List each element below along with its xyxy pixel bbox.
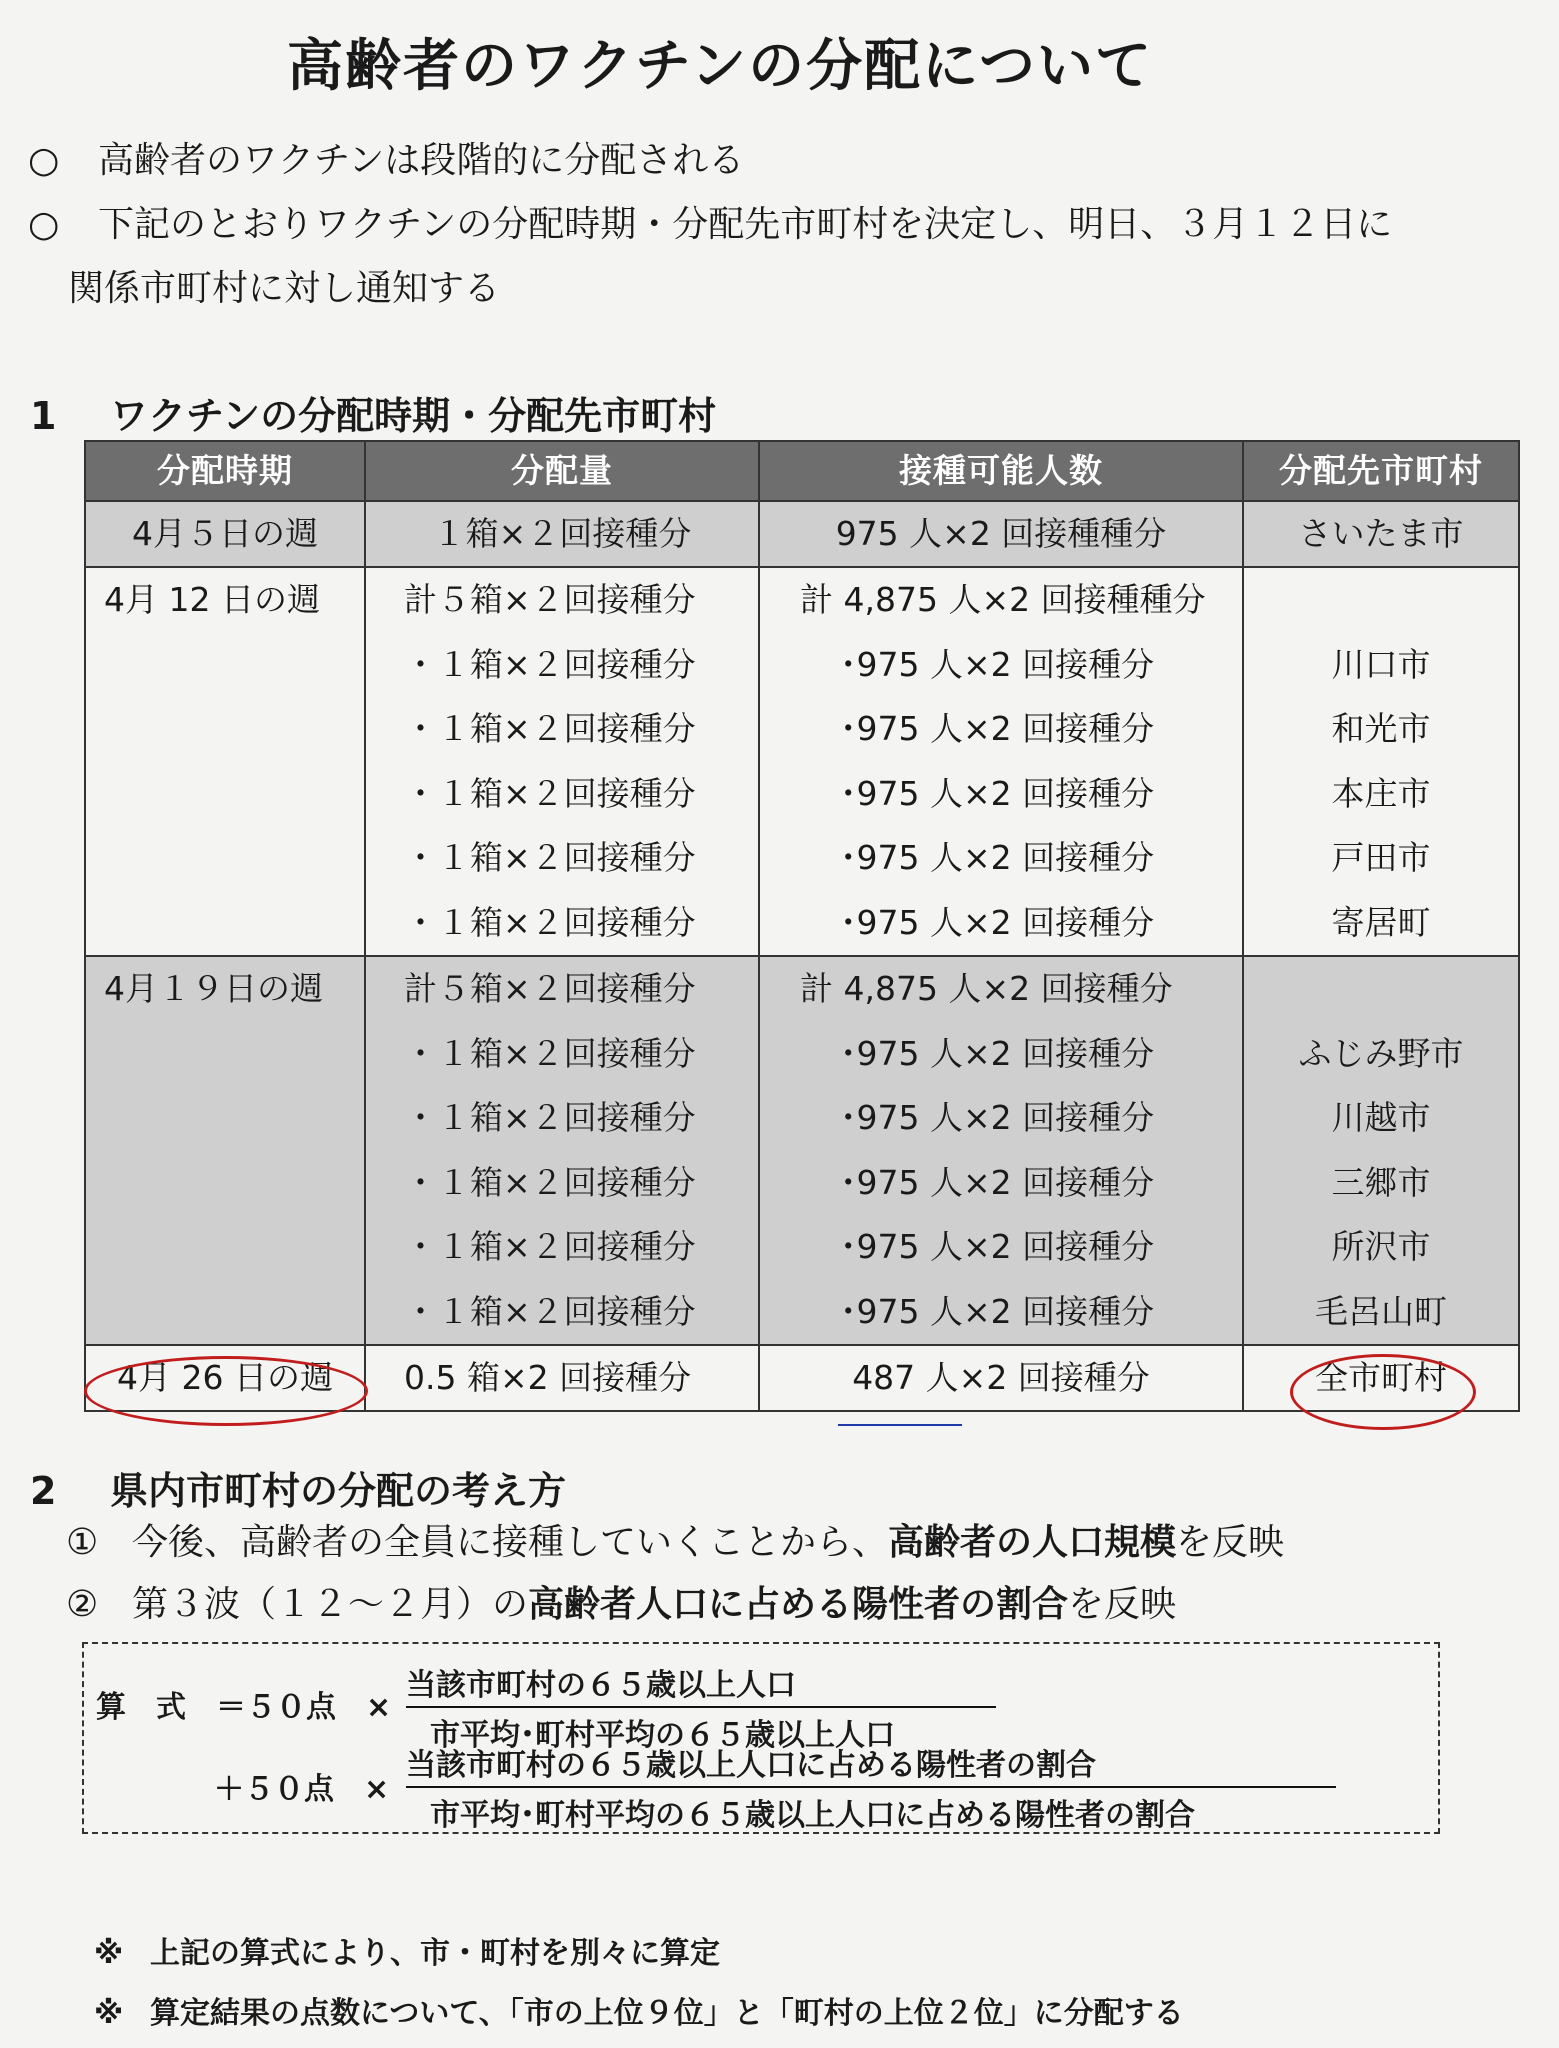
section-number: 2 (30, 1469, 57, 1513)
fraction-numerator: 当該市町村の６５歳以上人口に占める陽性者の割合 (406, 1740, 1336, 1788)
cell-period (85, 567, 365, 956)
people-total: 計 4,875 人×2 回接種分 (800, 969, 1173, 1008)
list-item: 川越市 (1331, 1098, 1431, 1137)
section-2-heading (30, 1460, 566, 1515)
period-text: 4月 12 日の週 (104, 580, 320, 619)
page-title: 高齢者のワクチンの分配について (286, 34, 1154, 99)
list-item: 川口市 (1331, 644, 1431, 684)
list-item: 戸田市 (1331, 838, 1431, 877)
blue-underline-annotation (838, 1424, 962, 1426)
list-item: 毛呂山町 (1315, 1291, 1447, 1331)
cell-period (85, 956, 365, 1345)
table-header-row (85, 441, 1519, 501)
intro-bullet-1 (28, 140, 744, 182)
fraction-denominator: 市平均･町村平均の６５歳以上人口 (430, 1718, 895, 1753)
section-number: 1 (30, 394, 57, 438)
list-item: ・１箱×２回接種分 (404, 838, 696, 877)
cell-period: 4月 26 日の週 (85, 1345, 365, 1411)
cell-people (759, 567, 1243, 956)
cell-destination (1243, 956, 1519, 1345)
cell-destination (1243, 567, 1519, 956)
cell-period: 4月５日の週 (85, 501, 365, 567)
consideration-item-2: ② 第３波（１２～２月）の高齢者人口に占める陽性者の割合を反映 (66, 1584, 1177, 1625)
formula-box (82, 1642, 1440, 1834)
list-item: ふじみ野市 (1298, 1033, 1464, 1073)
cell-quantity (365, 567, 759, 956)
section-title: ワクチンの分配時期・分配先市町村 (110, 394, 717, 438)
period-text: 4月１９日の週 (104, 969, 323, 1008)
fraction-numerator: 当該市町村の６５歳以上人口 (406, 1660, 996, 1708)
list-item: 和光市 (1331, 709, 1431, 748)
table-row-group-apr19 (85, 956, 1519, 1345)
fraction-denominator: 市平均･町村平均の６５歳以上人口に占める陽性者の割合 (430, 1798, 1195, 1833)
list-item: ･975 人×2 回接種分 (840, 1291, 1155, 1331)
note-2: ※ 算定結果の点数について、「市の上位９位」と「町村の上位２位」に分配する (94, 1996, 1184, 2031)
list-item: ･975 人×2 回接種分 (840, 773, 1155, 813)
circle-bullet-icon: ○ (28, 204, 60, 245)
list-item: ・１箱×２回接種分 (404, 644, 696, 684)
list-item: ・１箱×２回接種分 (404, 902, 696, 942)
header-destination: 分配先市町村 (1243, 441, 1519, 501)
reference-mark: ※ (94, 1996, 124, 2031)
circle-bullet-icon: ○ (28, 140, 60, 181)
list-item: ･975 人×2 回接種分 (840, 644, 1155, 684)
cell-destination: 全市町村 (1243, 1345, 1519, 1411)
cell-quantity (365, 956, 759, 1345)
circled-number: ① (66, 1522, 99, 1563)
list-item: ・１箱×２回接種分 (404, 1162, 696, 1202)
formula-fraction-2 (406, 1740, 1336, 1834)
table-row-group-apr12 (85, 567, 1519, 956)
section-1-heading (30, 385, 716, 440)
cell-people: 487 人×2 回接種分 (759, 1345, 1243, 1411)
list-item: 所沢市 (1331, 1227, 1431, 1266)
formula-label-2: ＋５０点 × (214, 1772, 390, 1807)
header-quantity: 分配量 (365, 441, 759, 501)
list-item: 本庄市 (1331, 773, 1431, 813)
list-item: ・１箱×２回接種分 (404, 773, 696, 813)
header-period: 分配時期 (85, 441, 365, 501)
section-title: 県内市町村の分配の考え方 (110, 1469, 567, 1513)
header-people: 接種可能人数 (759, 441, 1243, 501)
list-item: ･975 人×2 回接種分 (840, 709, 1155, 748)
list-item: 三郷市 (1331, 1162, 1431, 1202)
table-row-apr5 (85, 501, 1519, 567)
list-item: ･975 人×2 回接種分 (840, 1033, 1155, 1073)
cell-people: 975 人×2 回接種種分 (759, 501, 1243, 567)
vaccine-distribution-table (84, 440, 1520, 1412)
list-item: ･975 人×2 回接種分 (840, 1098, 1155, 1137)
circled-number: ② (66, 1584, 99, 1625)
cell-quantity: １箱×２回接種分 (365, 501, 759, 567)
red-circle-annotation (1290, 1354, 1476, 1430)
list-item: ・１箱×２回接種分 (404, 1098, 696, 1137)
list-item: ・１箱×２回接種分 (404, 1291, 696, 1331)
intro-bullet-2 (28, 204, 1392, 246)
reference-mark: ※ (94, 1936, 124, 1971)
intro-text-2-continued: 関係市町村に対し通知する (68, 268, 501, 309)
list-item: ・１箱×２回接種分 (404, 1033, 696, 1073)
list-item: ・１箱×２回接種分 (404, 709, 696, 748)
list-item: ･975 人×2 回接種分 (840, 902, 1155, 942)
intro-text-1: 高齢者のワクチンは段階的に分配される (98, 140, 745, 181)
formula-label: 算 式 ＝５０点 × (96, 1690, 392, 1725)
list-item: ･975 人×2 回接種分 (840, 1227, 1155, 1266)
red-circle-annotation (84, 1356, 368, 1426)
cell-destination: さいたま市 (1243, 501, 1519, 567)
note-1: ※ 上記の算式により、市・町村を別々に算定 (94, 1936, 720, 1971)
cell-quantity: 0.5 箱×2 回接種分 (365, 1345, 759, 1411)
intro-text-2: 下記のとおりワクチンの分配時期・分配先市町村を決定し、明日、３月１２日に (98, 204, 1393, 245)
quantity-total: 計５箱×２回接種分 (404, 580, 696, 619)
quantity-total: 計５箱×２回接種分 (404, 969, 696, 1008)
consideration-item-1: ① 今後、高齢者の全員に接種していくことから、高齢者の人口規模を反映 (66, 1522, 1285, 1563)
list-item: ・１箱×２回接種分 (404, 1227, 696, 1266)
list-item: 寄居町 (1331, 902, 1431, 942)
list-item: ･975 人×2 回接種分 (840, 838, 1155, 877)
list-item: ･975 人×2 回接種分 (840, 1162, 1155, 1202)
people-total: 計 4,875 人×2 回接種種分 (800, 580, 1206, 619)
cell-people (759, 956, 1243, 1345)
